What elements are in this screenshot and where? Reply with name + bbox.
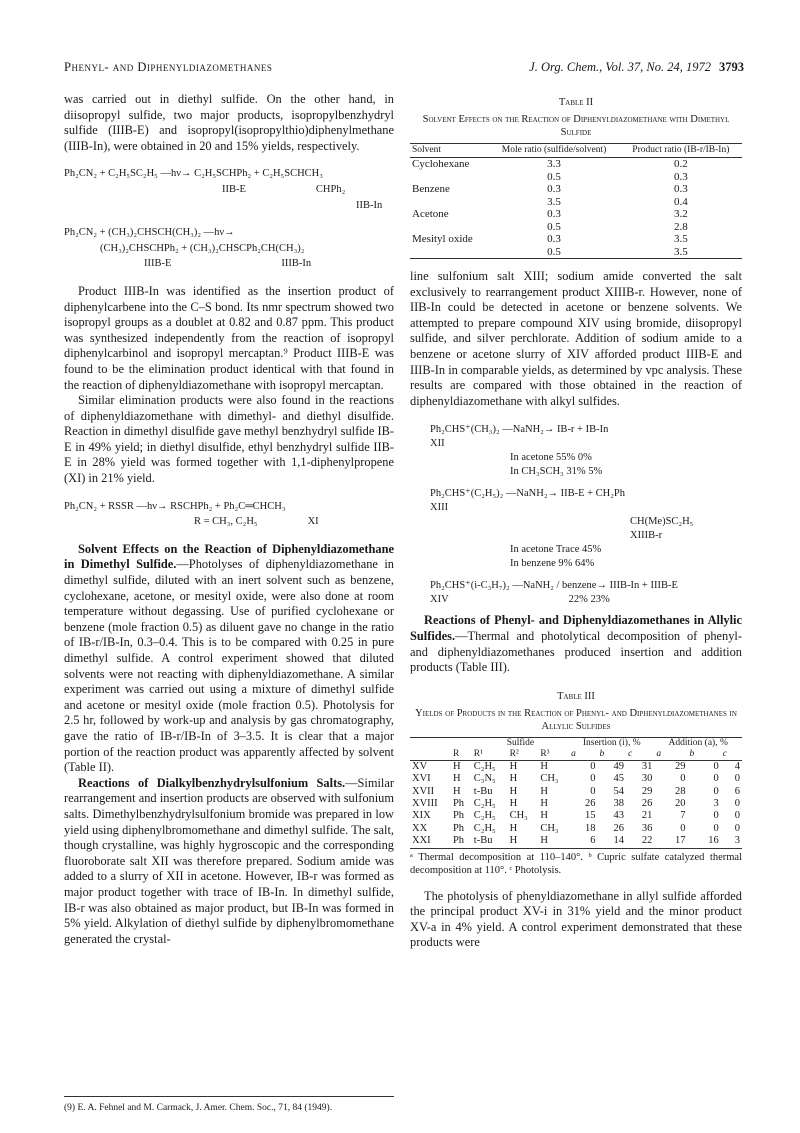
table-header: Solvent	[410, 144, 488, 158]
table-cell: 0.2	[673, 158, 688, 170]
paragraph: The photolysis of phenyldiazomethane in allyl sulfide afforded the principal product XV-i in 31% yield and the minor product XV-a in 4% yield. A control experiment demonstrated that these products were	[410, 888, 742, 950]
table-cell: t-Bu	[473, 785, 493, 797]
table-cell: 38	[613, 797, 624, 809]
table-cell: 31	[641, 760, 653, 772]
table3-title: Yields of Products in the Reaction of Phenyl- and Diphenyldiazomethanes in Allylic Sulfides	[415, 707, 737, 732]
table-header: Product ratio (IB-r/IB-In)	[620, 144, 742, 158]
table-cell: CH₃	[540, 773, 559, 785]
table-header: c	[721, 749, 742, 761]
table-cell: C₂H₅	[473, 797, 496, 809]
table-cell: C₂H₅	[473, 810, 496, 822]
footnote: (9) E. A. Fehnel and M. Carmack, J. Amer. Chem. Soc., 71, 84 (1949).	[64, 1096, 394, 1113]
table-cell: 3.2	[673, 208, 688, 220]
table-cell: 0	[713, 785, 719, 797]
table-cell: 21	[641, 810, 653, 822]
table-cell: H	[540, 835, 548, 847]
table-cell: 6	[734, 785, 740, 797]
section-heading: Solvent Effects on the Reaction of Diphenyldiazomethane in Dimethyl Sulfide.	[64, 541, 394, 572]
table3-footnote: ᵃ Thermal decomposition at 110–140°. ᵇ Cupric sulfate catalyzed thermal decomposition at 110°. ᶜ Photolysis.	[410, 851, 742, 876]
table3: Sulfide Insertion (i), % Addition (a), % R R¹ R² R³ a b c a b c XV H C₂H₅ H H 0 49 31 29 0 4 XVI H C₃N₅ H CH₃ 0 45 30 0 0 0 XVII H t-Bu H H 0 54 29 28 0 6 XVIII Ph C₂H₅ H H 26 38 26 20 3 0 XIX Ph C₂H₅ CH₃ H 15 43 21 7 0 0 XX Ph C₂H₅ H CH₃ 18 26 36 0 0 0 XXI Ph t-Bu H H 6 14 22 17 16 3	[410, 737, 742, 849]
header-journal: J. Org. Chem., Vol. 37, No. 24, 1972 3793	[529, 60, 744, 74]
table-cell: 3.5	[673, 245, 688, 258]
section-heading: Reactions of Dialkylbenzhydrylsulfonium Salts.	[78, 775, 346, 790]
paragraph: Solvent Effects on the Reaction of Diphenyldiazomethane in Dimethyl Sulfide.—Photolyses of diphenyldiazomethane in dimethyl sulfide, diluted with an inert solvent such as benzene, cyclohexane, acetone, or mesityl oxide, were also done at room temperature without degassing. Use of purified cyclohexane or benzene (mole fraction 0.5) as diluent gave no change in the ratio of IB-r/IB-In, 0.3–0.4. This is to be compared with 0.25 in pure dimethyl sulfide. A control experiment showed that diluted solvents were not reacting with diphenyldiazomethane. A similar experiment was carried out using a mixture of dimethyl sulfide and acetone or mesityl oxide (mole fraction 0.5). Photolysis for 2.5 hr, followed by work-up and analysis by gas chromatography, gave the ratio of IB-r/IB-In of 3–3.5. It is clear that a major portion of the reaction product was apparently affected by solvent (Table II).	[64, 541, 394, 775]
paragraph: Reactions of Dialkylbenzhydrylsulfonium Salts.—Similar rearrangement and insertion products are observed with sulfonium salts. Dimethylbenzhydrylsulfonium bromide was prepared in low yield using diphenylbromomethane and dimethyl sulfide. The salt, though crystalline, was highly hygroscopic and the corresponding fluoroborate salt XII was therefore prepared. Sodium amide was added to a slurry of XII in acetone. However, IB-r was formed as major product together with trace of IB-In. In dimethyl sulfide, IB-r was also obtained as major product, but IB-In was formed in 5% yield. Alkylation of diethyl sulfide by diphenylbromomethane generated the crystal-	[64, 775, 394, 946]
table-row	[410, 835, 742, 848]
table-header: R¹	[472, 749, 508, 761]
table-cell: Acetone	[412, 208, 449, 220]
table-cell: 0	[734, 773, 740, 785]
paragraph: line sulfonium salt XIII; sodium amide converted the salt exclusively to rearrangement product XIIIB-r. However, none of IIB-In could be detected in acetone or benzene solvents. We attempted to prepare compound XIV using bromide, diisopropyl sulfide, and silver perchlorate. Addition of sodium amide to a benzene or acetone slurry of XIV afforded product IIIB-E and IIIB-In in comparable yields, as determined by vpc analysis. These results are compared with those obtained in the reaction of diphenyldiazomethane with alkyl sulfides.	[410, 269, 742, 408]
table-cell: C₃N₅	[473, 773, 496, 785]
page-number: 3793	[719, 60, 744, 74]
table-cell: Ph	[452, 835, 465, 847]
table-cell: 0.5	[547, 245, 561, 258]
table-cell: 16	[708, 835, 719, 847]
table-cell: Cyclohexane	[412, 158, 470, 170]
table-cell	[410, 246, 488, 259]
scheme-disulfide: Ph₂CN₂ + RSSR —hν→ RSCHPh₂ + Ph₂C═CHCH₃ R = CH₃, C₂H₅ XI	[64, 500, 319, 528]
table-header: b	[688, 749, 721, 761]
table-cell	[410, 171, 488, 184]
table-cell: 15	[585, 810, 596, 822]
table-cell: H	[509, 773, 518, 785]
table-cell: H	[509, 822, 518, 834]
table-cell: Ph	[452, 810, 465, 822]
table-header: R	[451, 749, 472, 761]
table-cell: 0	[713, 760, 719, 772]
table-cell: 0.3	[547, 183, 561, 195]
table-cell: XV	[412, 760, 428, 772]
right-column	[410, 92, 742, 951]
scheme-diisopropyl-sulfide: Ph₂CN₂ + (CH₃)₂CHSCH(CH₃)₂ —hν→ (CH₃)₂CHSCHPh₂ + (CH₃)₂CHSCPh₂CH(CH₃)₂ IIIB-E IIIB-In	[64, 227, 312, 270]
table-cell: 45	[613, 773, 624, 785]
table-cell	[410, 221, 488, 234]
table-cell: 3.5	[547, 195, 561, 208]
table-row	[410, 171, 742, 184]
table-header: R³	[538, 749, 569, 761]
table-cell: 30	[641, 773, 653, 785]
table-cell: C₂H₅	[473, 760, 496, 772]
table2-title: Solvent Effects on the Reaction of Diphenyldiazomethane with Dimethyl Sulfide	[422, 114, 730, 138]
table-row	[410, 246, 742, 259]
table-cell: H	[452, 773, 461, 785]
scheme-sulfonium-salts: Ph₂CHS⁺(CH₃)₂ —NaNH₂→ IB-r + IB-In XII In acetone 55% 0% In CH₃SCH₃ 31% 5% Ph₂CHS⁺(C₂H₅)₂ —NaNH₂→ IIB-E + CH₂Ph XIII CH(Me)SC₂H₅ XIIIB-r In acetone Trace 45% In benzene 9% 64% Ph₂CHS⁺(i-C₃H₇)₂ —NaNH₂ / benzene→ IIIB-In + IIIB-E XIV 22% 23%	[430, 424, 694, 606]
table-cell: CH₃	[540, 822, 559, 834]
table-cell: 0	[590, 785, 596, 797]
table-row	[410, 158, 742, 171]
left-column	[64, 92, 394, 947]
table-cell: 6	[590, 835, 596, 847]
table-row	[410, 810, 742, 822]
table-cell: 0.3	[547, 208, 561, 220]
table-cell: H	[452, 760, 461, 772]
table-cell: 0	[734, 810, 740, 822]
table-cell: Ph	[452, 797, 465, 809]
table-cell: 54	[613, 785, 624, 797]
table-cell: t-Bu	[473, 835, 493, 847]
table-cell	[410, 196, 488, 209]
table-cell: 0	[713, 810, 719, 822]
table-cell: C₂H₅	[473, 822, 496, 834]
table-header: a	[569, 749, 597, 761]
table-cell: 26	[641, 797, 653, 809]
table-row	[410, 196, 742, 209]
table-cell: 0.5	[547, 170, 561, 183]
paragraph: Reactions of Phenyl- and Diphenyldiazomethanes in Allylic Sulfides.—Thermal and photolytical decomposition of phenyl- and diphenyldiazomethanes produced insertion and addition products (Table III).	[410, 613, 742, 675]
table-cell: 17	[675, 835, 686, 847]
table-header: R²	[508, 749, 539, 761]
table-cell: 14	[613, 835, 624, 847]
table-cell: H	[509, 797, 518, 809]
table-cell: 7	[680, 810, 686, 822]
table-cell: XIX	[412, 810, 431, 822]
table-cell: CH₃	[509, 810, 528, 822]
table-cell: H	[540, 785, 548, 797]
table-cell: 0	[590, 773, 596, 785]
paragraph: Product IIIB-In was identified as the insertion product of diphenylcarbene into the C–S bond. Its nmr spectrum showed two isopropyl groups as a doublet at 0.82 and 0.87 ppm. This product was synthesized independently from the reaction of isopropyl diphenylcarbinol and isopropyl mercaptan.⁹ Product IIIB-E was found to be the elimination product identical with that found in the reaction of diphenyldiazomethane with isopropyl mercaptan.	[64, 283, 394, 392]
table-cell: 0	[590, 760, 596, 772]
table-cell: H	[452, 785, 461, 797]
table-row	[410, 208, 742, 221]
table-cell: 0	[734, 797, 740, 809]
table-cell: 49	[613, 760, 624, 772]
table-cell: 43	[613, 810, 624, 822]
section-heading: Reactions of Phenyl- and Diphenyldiazomethanes in Allylic Sulfides.	[410, 613, 742, 643]
table-cell: XVII	[412, 785, 435, 797]
table2-label: Table II	[558, 97, 594, 108]
paragraph: was carried out in diethyl sulfide. On the other hand, in diisopropyl sulfide, two major products, isopropylbenzhydryl sulfide (IIIB-E) and isopropyl(isopropylthio)diphenylmethane (IIIB-In), were obtained in 20 and 15% yields, respectively.	[64, 92, 394, 153]
table-cell: 28	[675, 785, 686, 797]
table-cell: 0	[680, 773, 686, 785]
table3-label: Table III	[557, 690, 595, 702]
table-cell: 4	[734, 760, 740, 772]
table-cell: 3.5	[673, 233, 688, 245]
table-cell: XVIII	[412, 797, 438, 809]
table-row	[410, 760, 742, 773]
table-cell: 0.5	[547, 220, 561, 233]
table-header: c	[626, 749, 654, 761]
header-title: Phenyl- and Diphenyldiazomethanes	[64, 60, 273, 74]
table-row	[410, 183, 742, 196]
table-cell: 29	[675, 760, 686, 772]
table-cell: H	[509, 760, 518, 772]
table-cell: 36	[641, 822, 653, 834]
table-header: b	[598, 749, 626, 761]
table-cell: 0	[680, 822, 686, 834]
table-cell: XXI	[412, 835, 431, 847]
table-cell: Mesityl oxide	[412, 233, 473, 245]
table-header: a	[654, 749, 687, 761]
table-cell: 0.4	[673, 195, 688, 208]
table-cell: 2.8	[673, 220, 688, 233]
table-cell: H	[509, 835, 518, 847]
table-row	[410, 773, 742, 785]
table-cell: H	[540, 760, 548, 772]
table-cell: H	[540, 810, 548, 822]
table-cell: 3	[734, 835, 740, 847]
table-cell: H	[540, 797, 548, 809]
table2	[410, 143, 742, 259]
scheme-diethyl-sulfide: Ph₂CN₂ + C₂H₅SC₂H₅ —hν→ C₂H₅SCHPh₂ + C₂H₅SCHCH₃ IIB-E CHPh₂ IIB-In	[64, 168, 383, 211]
table-cell: 18	[585, 822, 596, 834]
table-header	[410, 749, 451, 761]
table-cell: 26	[585, 797, 596, 809]
table-row	[410, 221, 742, 234]
table-cell: 3.3	[547, 158, 561, 170]
table-row	[410, 786, 742, 798]
table-cell: 20	[675, 797, 686, 809]
table-cell: 0	[713, 822, 719, 834]
table-cell: Ph	[452, 822, 465, 834]
table-cell: 22	[641, 835, 653, 847]
table-row	[410, 823, 742, 835]
table-cell: Benzene	[412, 183, 450, 195]
paragraph: Similar elimination products were also found in the reactions of diphenyldiazomethane with dimethyl- and diethyl disulfide. Reaction in dimethyl disulfide gave methyl benzhydryl sulfide IB-E in 49% yield; in diethyl disulfide, ethyl benzhydryl sulfide IIB-E in 28% yield was formed together with 1,1-diphenylpropene (XI) in 21% yield.	[64, 393, 394, 486]
table-cell: 0.3	[673, 170, 688, 183]
table-row	[410, 798, 742, 810]
table-cell: XX	[412, 822, 428, 834]
table-header: Mole ratio (sulfide/solvent)	[488, 144, 619, 158]
table-cell: 0.3	[673, 183, 688, 195]
table-cell: 3	[713, 797, 719, 809]
table-cell: 29	[641, 785, 653, 797]
table-cell: 0.3	[547, 233, 561, 245]
table-cell: H	[509, 785, 518, 797]
table-row	[410, 233, 742, 246]
table-cell: 0	[734, 822, 740, 834]
table-cell: 0	[713, 773, 719, 785]
table-cell: XVI	[412, 773, 431, 785]
table-cell: 26	[613, 822, 624, 834]
